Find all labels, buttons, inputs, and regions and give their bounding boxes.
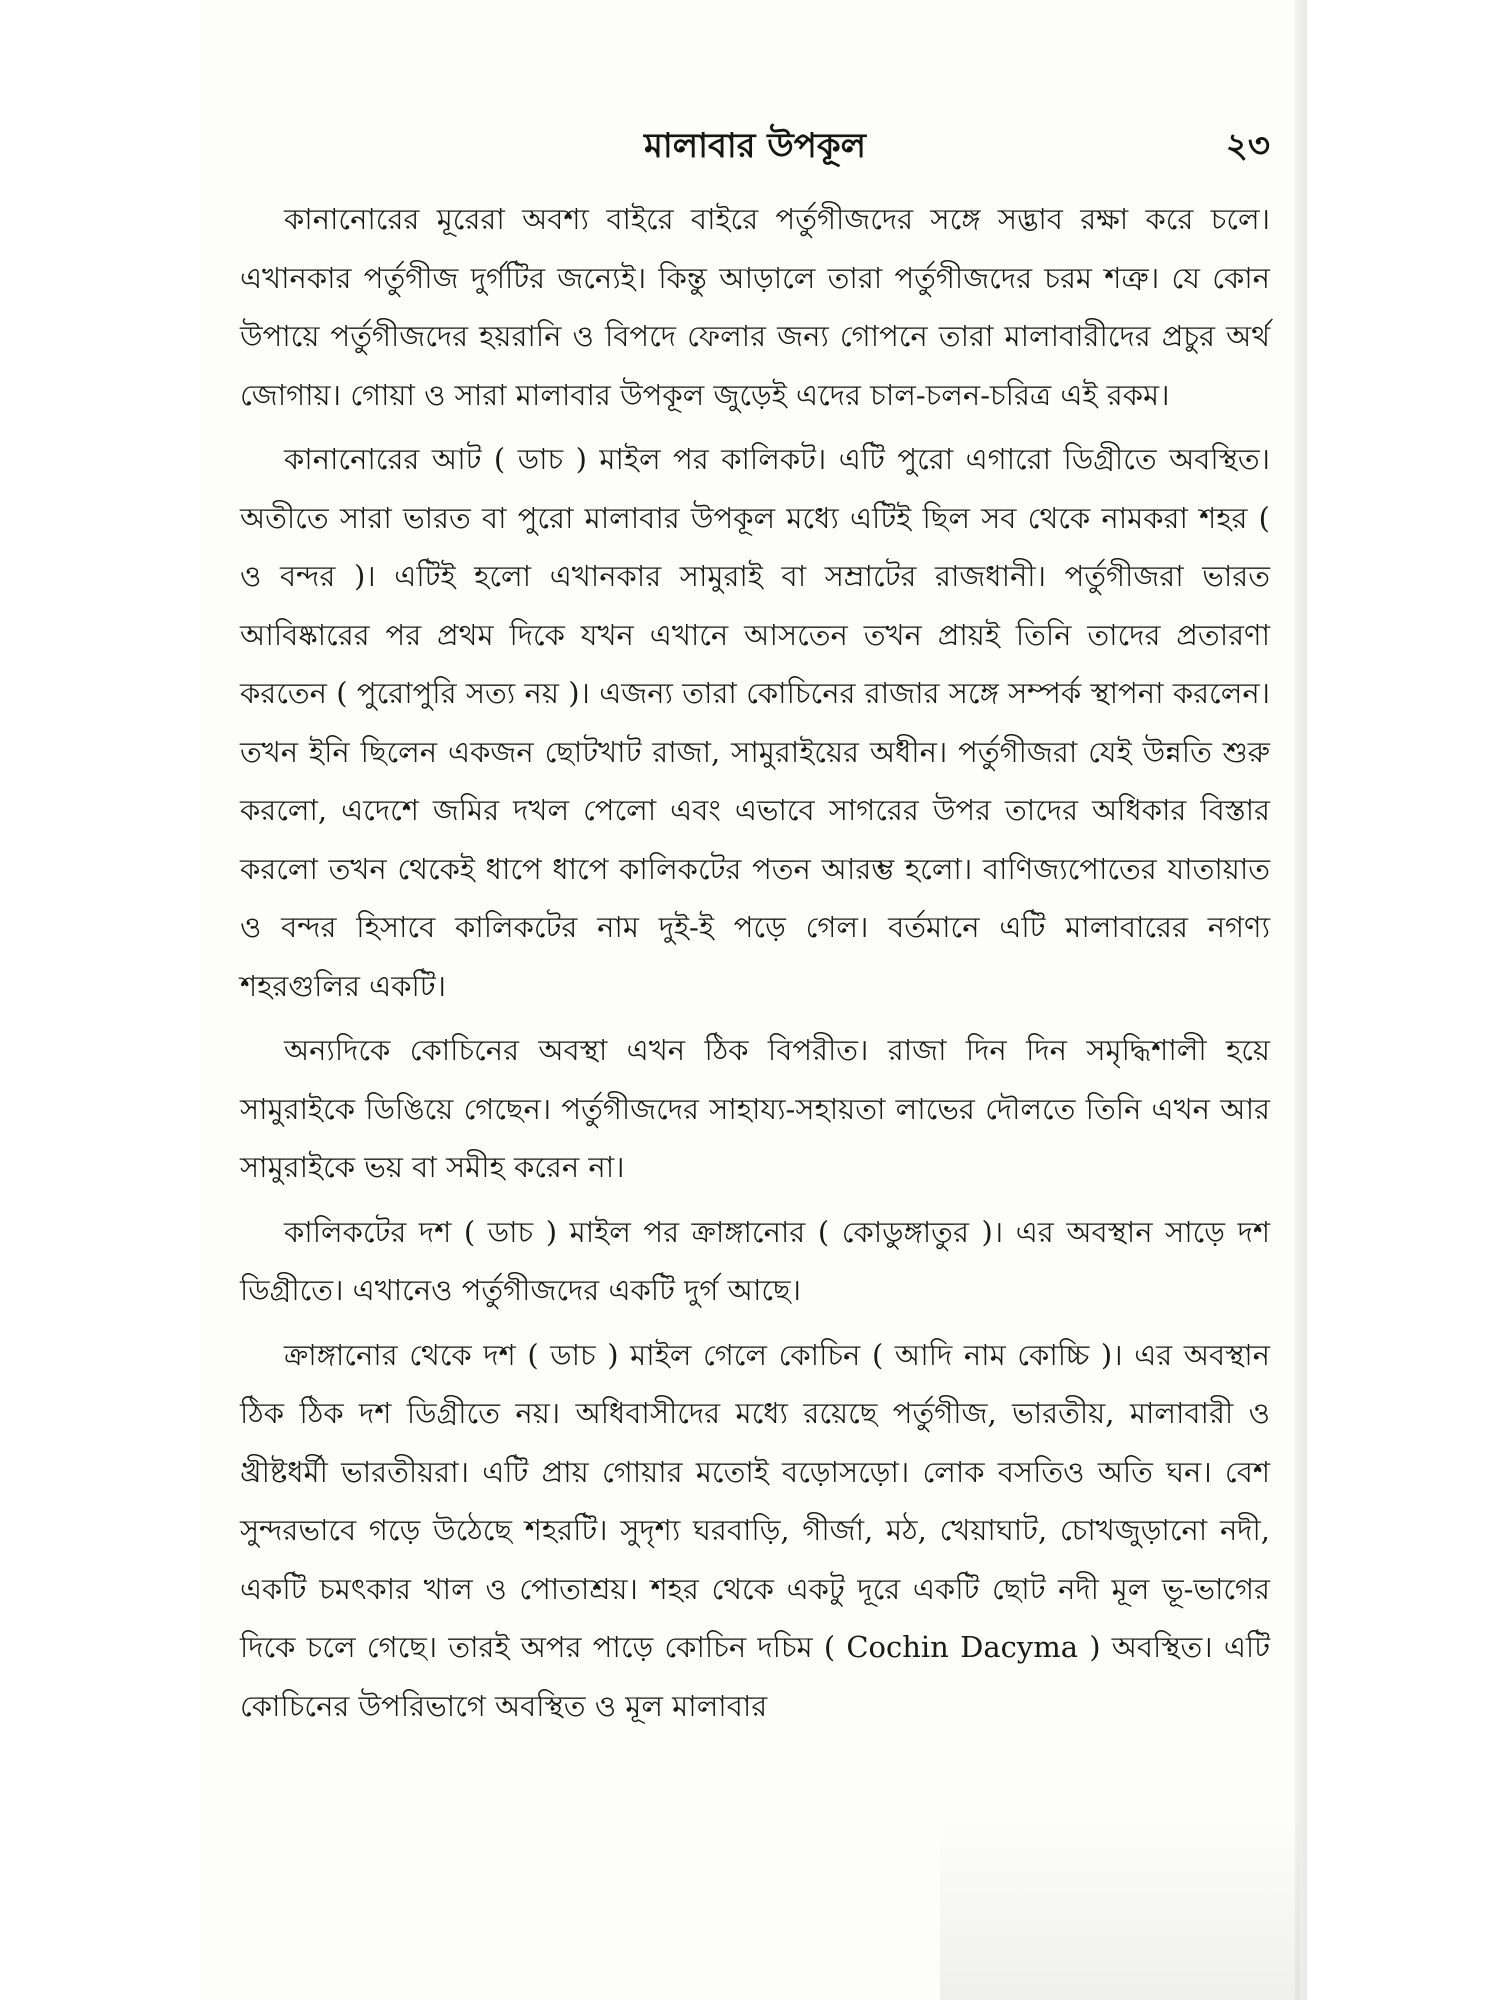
- page-edge-shadow: [1295, 0, 1307, 2000]
- print-bleed-smudge: [940, 1820, 1300, 2000]
- paragraph: ক্রাঙ্গানোর থেকে দশ ( ডাচ ) মাইল গেলে কোচিন ( আদি নাম কোচ্চি )। এর অবস্থান ঠিক ঠিক দশ ডিগ্রীতে নয়। অধিবাসীদের মধ্যে রয়েছে পর্তুগীজ, ভারতীয়, মালাবারী ও খ্রীষ্টধর্মী ভারতীয়রা। এটি প্রায় গোয়ার মতোই বড়োসড়ো। লোক বসতিও অতি ঘন। বেশ সুন্দরভাবে গড়ে উঠেছে শহরটি। সুদৃশ্য ঘরবাড়ি, গীর্জা, মঠ, খেয়াঘাট, চোখজুড়ানো নদী, একটি চমৎকার খাল ও পোতাশ্রয়। শহর থেকে একটু দূরে একটি ছোট নদী মূল ভূ-ভাগের দিকে চলে গেছে। তারই অপর পাড়ে কোচিন দচিম ( Cochin Dacyma ) অবস্থিত। এটি কোচিনের উপরিভাগে অবস্থিত ও মূল মালাবার: [240, 1337, 1270, 1723]
- page-header: [240, 120, 1270, 180]
- page-number: ২৩: [1225, 126, 1270, 166]
- paragraph: অন্যদিকে কোচিনের অবস্থা এখন ঠিক বিপরীত। রাজা দিন দিন সমৃদ্ধিশালী হয়ে সামুরাইকে ডিঙিয়ে গেছেন। পর্তুগীজদের সাহায্য-সহায়তা লাভের দৌলতে তিনি এখন আর সামুরাইকে ভয় বা সমীহ করেন না।: [240, 1033, 1270, 1184]
- paragraph: কানানোরের মূরেরা অবশ্য বাইরে বাইরে পর্তুগীজদের সঙ্গে সদ্ভাব রক্ষা করে চলে। এখানকার পর্তুগীজ দুর্গটির জন্যেই। কিন্তু আড়ালে তারা পর্তুগীজদের চরম শত্রু। যে কোন উপায়ে পর্তুগীজদের হয়রানি ও বিপদে ফেলার জন্য গোপনে তারা মালাবারীদের প্রচুর অর্থ জোগায়। গোয়া ও সারা মালাবার উপকূল জুড়েই এদের চাল-চলন-চরিত্র এই রকম।: [240, 202, 1270, 412]
- paragraph: কালিকটের দশ ( ডাচ ) মাইল পর ক্রাঙ্গানোর ( কোডুঙ্গাতুর )। এর অবস্থান সাড়ে দশ ডিগ্রীতে। এখানেও পর্তুগীজদের একটি দুর্গ আছে।: [240, 1214, 1270, 1307]
- body-text: [240, 190, 1270, 1735]
- running-title: মালাবার উপকূল: [644, 126, 866, 166]
- paragraph: কানানোরের আট ( ডাচ ) মাইল পর কালিকট। এটি পুরো এগারো ডিগ্রীতে অবস্থিত। অতীতে সারা ভারত বা পুরো মালাবার উপকূল মধ্যে এটিই ছিল সব থেকে নামকরা শহর ( ও বন্দর )। এটিই হলো এখানকার সামুরাই বা সম্রাটের রাজধানী। পর্তুগীজরা ভারত আবিষ্কারের পর প্রথম দিকে যখন এখানে আসতেন তখন প্রায়ই তিনি তাদের প্রতারণা করতেন ( পুরোপুরি সত্য নয় )। এজন্য তারা কোচিনের রাজার সঙ্গে সম্পর্ক স্থাপনা করলেন। তখন ইনি ছিলেন একজন ছোটখাট রাজা, সামুরাইয়ের অধীন। পর্তুগীজরা যেই উন্নতি শুরু করলো, এদেশে জমির দখল পেলো এবং এভাবে সাগরের উপর তাদের অধিকার বিস্তার করলো তখন থেকেই ধাপে ধাপে কালিকটের পতন আরম্ভ হলো। বাণিজ্যপোতের যাতায়াত ও বন্দর হিসাবে কালিকটের নাম দুই-ই পড়ে গেল। বর্তমানে এটি মালাবারের নগণ্য শহরগুলির একটি।: [240, 442, 1270, 1003]
